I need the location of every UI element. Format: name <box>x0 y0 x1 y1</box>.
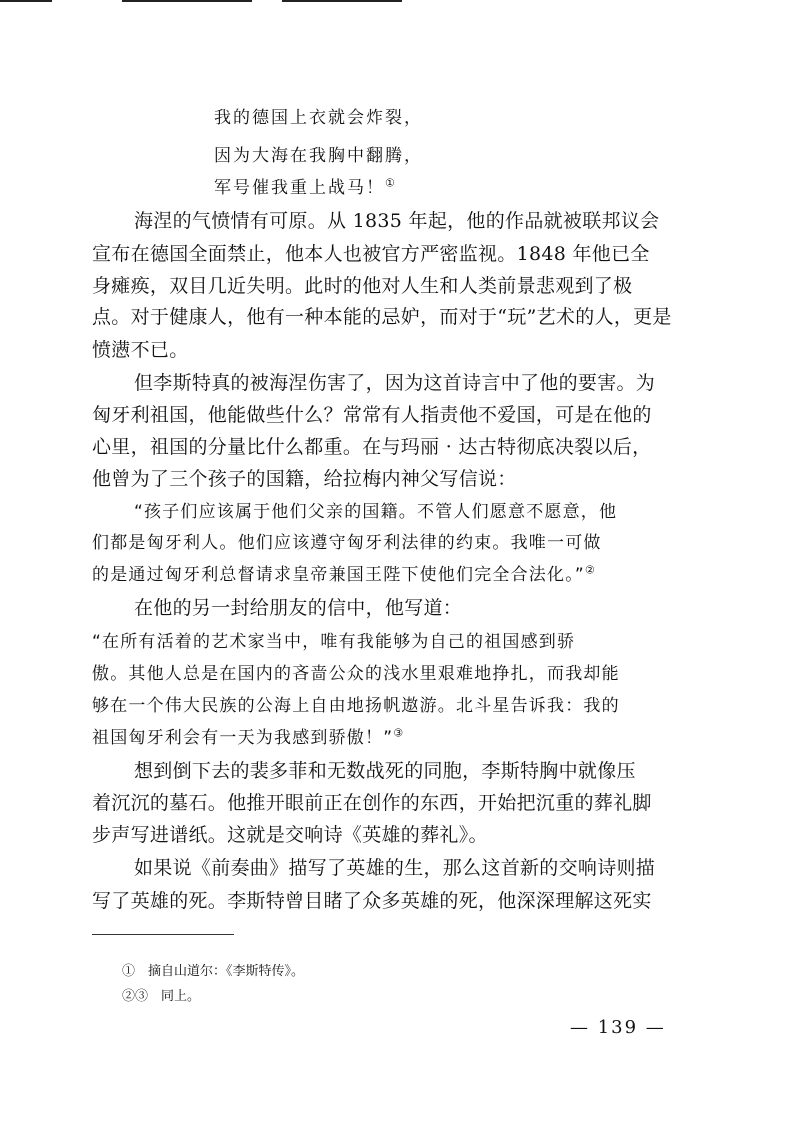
body-line-12: 着沉沉的墓石。他推开眼前正在创作的东西，开始把沉重的葬礼脚 <box>92 792 652 814</box>
quote1-line-3 <box>92 560 596 585</box>
quote2-line-4-text: 祖国匈牙利会有一天为我感到骄傲！” <box>92 728 394 748</box>
page-number: — 139 — <box>570 1017 666 1038</box>
body-line-10: 在他的另一封给朋友的信中，他写道： <box>134 597 463 619</box>
body-line-2: 宣布在德国全面禁止，他本人也被官方严密监视。1848 年他已全 <box>92 243 650 265</box>
body-line-7: 匈牙利祖国，他能做些什么？常常有人指责他不爱国，可是在他的 <box>92 404 652 426</box>
poem-line-3-text: 军号催我重上战马！ <box>214 178 385 198</box>
body-line-14: 如果说《前奏曲》描写了英雄的生，那么这首新的交响诗则描 <box>134 857 656 879</box>
poem-line-2: 因为大海在我胸中翻腾， <box>214 146 423 166</box>
body-line-6: 但李斯特真的被海涅伤害了，因为这首诗言中了他的要害。为 <box>134 372 656 394</box>
quote1-line-2: 们都是匈牙利人。他们应该遵守匈牙利法律的约束。我唯一可做 <box>92 533 602 553</box>
top-border-left <box>0 0 52 2</box>
body-line-8: 心里，祖国的分量比什么都重。在与玛丽 · 达古特彻底决裂以后， <box>92 436 652 458</box>
footnote-1: ① 摘自山道尔：《李斯特传》。 <box>122 964 305 979</box>
top-border-right <box>282 0 402 2</box>
body-line-1: 海涅的气愤情有可原。从 1835 年起，他的作品就被联邦议会 <box>134 210 660 232</box>
poem-line-1: 我的德国上衣就会炸裂， <box>214 108 423 128</box>
body-line-5: 愤懑不已。 <box>92 339 189 361</box>
footnote-2: ②③ 同上。 <box>122 989 201 1004</box>
body-line-11: 想到倒下去的裴多菲和无数战死的同胞，李斯特胸中就像压 <box>134 760 636 782</box>
top-border-middle <box>122 0 252 2</box>
body-line-13: 步声写进谱纸。这就是交响诗《英雄的葬礼》。 <box>92 824 488 846</box>
footnote-ref-1: ① <box>385 176 397 190</box>
quote2-line-3: 够在一个伟大民族的公海上自由地扬帆遨游。北斗星告诉我：我的 <box>92 696 620 716</box>
body-line-4: 点。对于健康人，他有一种本能的忌妒，而对于“玩”艺术的人，更是 <box>92 306 672 328</box>
poem-line-3 <box>214 173 397 198</box>
body-line-9: 他曾为了三个孩子的国籍，给拉梅内神父写信说： <box>92 468 517 490</box>
footnote-ref-3: ③ <box>393 726 405 740</box>
footnote-ref-2: ② <box>584 563 596 577</box>
quote1-line-1: “孩子们应该属于他们父亲的国籍。不管人们愿意不愿意，他 <box>134 502 618 522</box>
quote2-line-4 <box>92 723 404 748</box>
body-line-15: 写了英雄的死。李斯特曾目睹了众多英雄的死，他深深理解这死实 <box>92 890 652 912</box>
quote2-line-2: 傲。其他人总是在国内的吝啬公众的浅水里艰难地挣扎，而我却能 <box>92 664 620 684</box>
quote1-line-3-text: 的是通过匈牙利总督请求皇帝兼国王陛下使他们完全合法化。” <box>92 565 585 585</box>
quote2-line-1: “在所有活着的艺术家当中，唯有我能够为自己的祖国感到骄 <box>92 632 576 652</box>
body-line-3: 身瘫痪，双目几近失明。此时的他对人生和人类前景悲观到了极 <box>92 275 633 297</box>
footnote-divider <box>92 934 234 935</box>
